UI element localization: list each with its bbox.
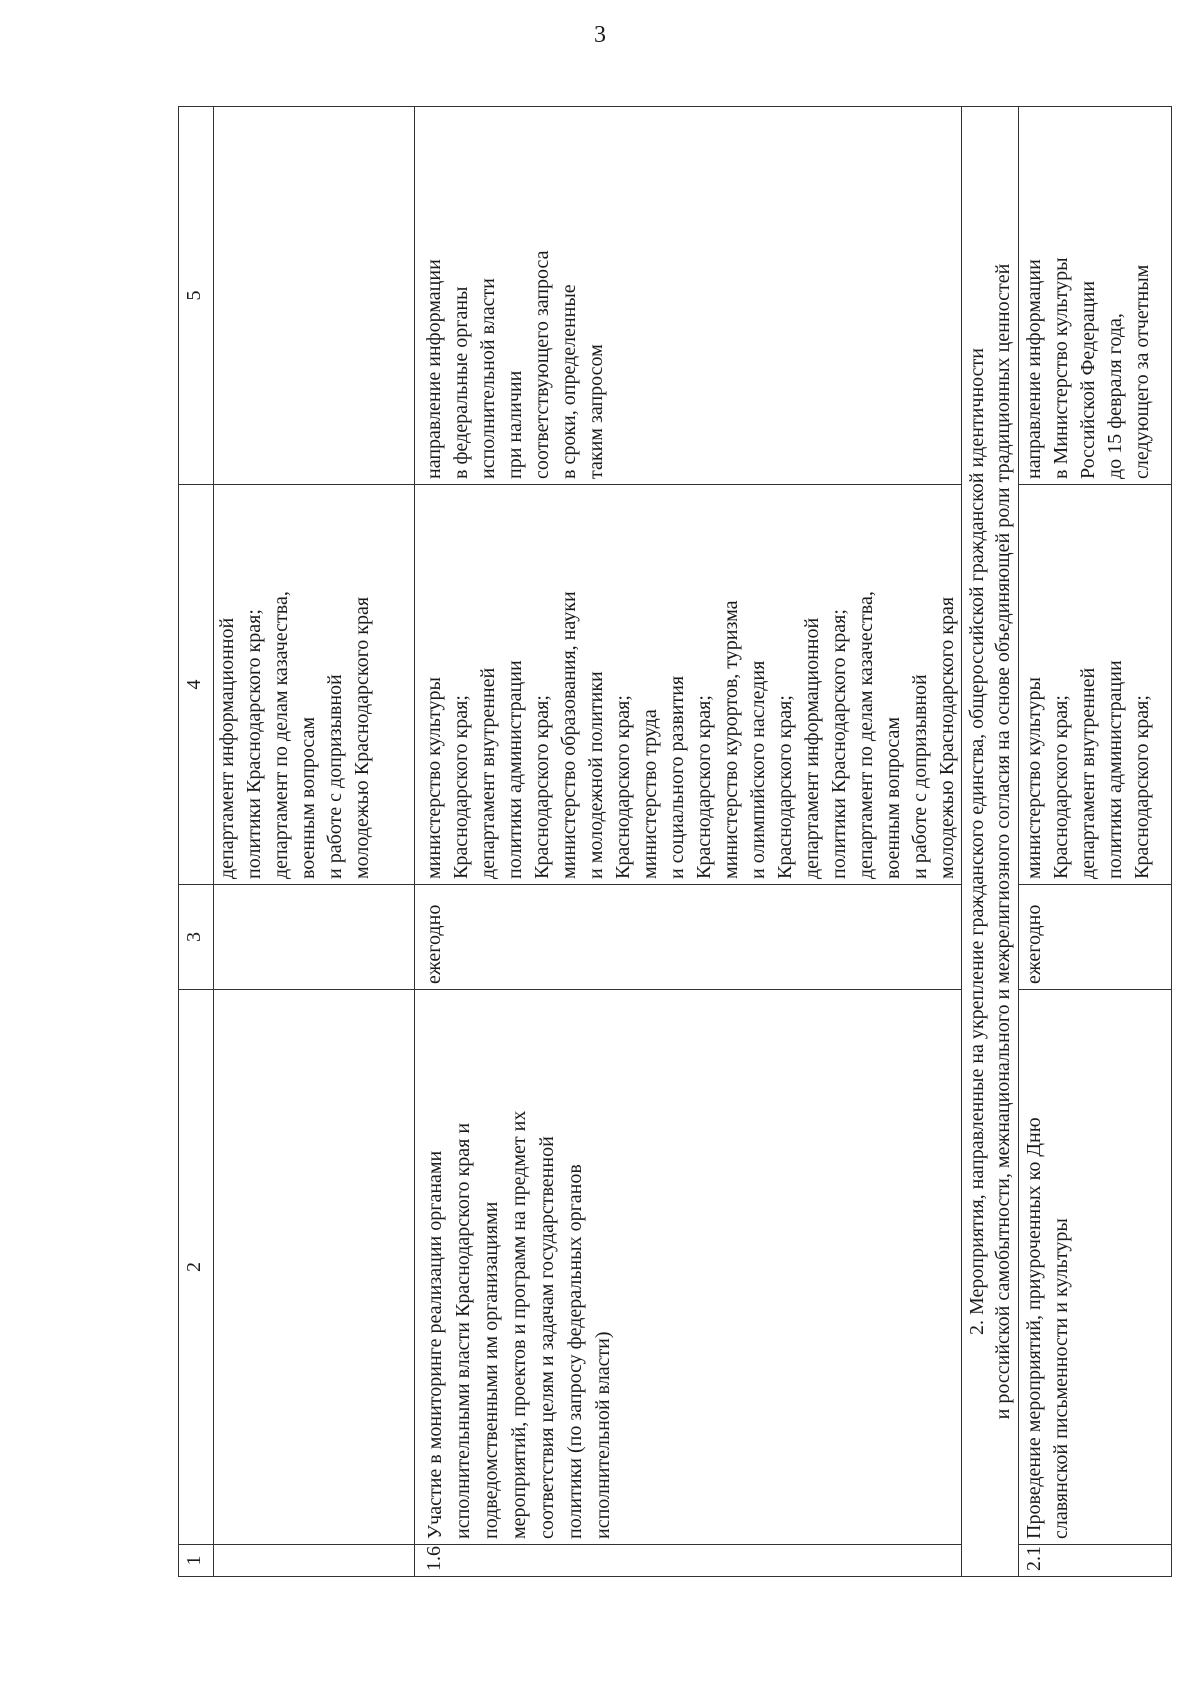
- text-line: следующего за отчетным: [1131, 264, 1153, 479]
- text-line: и работе с допризывной: [324, 674, 346, 879]
- text-line: направление информации: [423, 259, 445, 479]
- cell-period: [214, 885, 415, 990]
- text-line: соответствия целям и задачам государственной: [536, 1136, 558, 1539]
- section-2-line-2: и российской самобытности, межнационального и межрелигиозного согласия на основе объединяющей роли традиционных ценностей: [992, 263, 1014, 1420]
- text-line: министерство курортов, туризма: [720, 600, 742, 879]
- header-col-5: 5: [179, 107, 214, 485]
- section-2-title: [962, 107, 1019, 1577]
- result-lines: [1021, 112, 1156, 479]
- text-line: соответствующего запроса: [531, 250, 553, 479]
- plan-table: [178, 106, 1172, 1577]
- text-line: Участие в мониторинге реализации органами: [424, 1150, 446, 1539]
- text-line: славянской письменности и культуры: [1050, 1218, 1072, 1539]
- text-line: Краснодарского края;: [1131, 695, 1153, 879]
- section-header-row: [962, 107, 1019, 1577]
- text-line: исполнительной власти: [477, 278, 499, 479]
- header-col-4: 4: [179, 485, 214, 885]
- text-line: Краснодарского края;: [1050, 695, 1072, 879]
- text-line: молодежью Краснодарского края: [351, 596, 373, 879]
- page-number: 3: [594, 22, 606, 48]
- header-col-2: 2: [179, 990, 214, 1545]
- text-line: министерство труда: [639, 709, 661, 879]
- responsible-lines: [214, 490, 376, 879]
- cell-number: [214, 1545, 415, 1577]
- cell-responsible: [214, 485, 415, 885]
- text-line: при наличии: [504, 370, 526, 479]
- text-line: и социального развития: [666, 675, 688, 879]
- responsible-lines: [421, 490, 961, 879]
- cell-description: [1019, 990, 1172, 1545]
- section-2-line-1: 2. Мероприятия, направленные на укрепление гражданского единства, общероссийской гражданской идентичности: [966, 348, 988, 1335]
- text-line: направление информации: [1023, 259, 1045, 479]
- header-col-3: 3: [179, 885, 214, 990]
- text-line: департамент информационной: [216, 617, 238, 879]
- cell-result: [214, 107, 415, 485]
- responsible-lines: [1021, 490, 1156, 879]
- cell-result: [1019, 107, 1172, 485]
- table-row-continuation: [214, 107, 415, 1577]
- text-line: министерство культуры: [1023, 677, 1045, 879]
- description-lines: [421, 995, 617, 1539]
- cell-description: [415, 990, 962, 1545]
- cell-responsible: [1019, 485, 1172, 885]
- text-line: департамент по делам казачества,: [270, 591, 292, 879]
- text-line: Краснодарского края;: [612, 695, 634, 879]
- text-line: Краснодарского края;: [531, 695, 553, 879]
- text-line: департамент внутренней: [477, 667, 499, 879]
- text-line: и молодежной политики: [585, 671, 607, 879]
- text-line: политики Краснодарского края;: [243, 609, 265, 879]
- text-line: департамент по делам казачества,: [855, 591, 877, 879]
- text-line: таким запросом: [585, 344, 607, 479]
- text-line: исполнительной власти): [592, 1331, 614, 1539]
- text-line: мероприятий, проектов и программ на предмет их: [508, 1110, 530, 1539]
- text-line: министерство образования, науки: [558, 591, 580, 879]
- cell-number: 1.6: [415, 1545, 962, 1577]
- table-row-1-6: [415, 107, 962, 1577]
- text-line: политики администрации: [1104, 660, 1126, 879]
- text-line: политики администрации: [504, 660, 526, 879]
- cell-number: 2.1: [1019, 1545, 1172, 1577]
- text-line: политики Краснодарского края;: [828, 609, 850, 879]
- text-line: Российской Федерации: [1077, 280, 1099, 479]
- text-line: политики (по запросу федеральных органов: [564, 1164, 586, 1539]
- cell-responsible: [415, 485, 962, 885]
- rotated-table-container: [178, 107, 1153, 1577]
- text-line: Краснодарского края;: [693, 695, 715, 879]
- text-line: до 15 февраля года,: [1104, 313, 1126, 479]
- cell-period: ежегодно: [1019, 885, 1172, 990]
- text-line: военным вопросам: [882, 716, 904, 879]
- result-lines: [421, 112, 610, 479]
- cell-period: ежегодно: [415, 885, 962, 990]
- text-line: в федеральные органы: [450, 286, 472, 479]
- text-line: департамент внутренней: [1077, 667, 1099, 879]
- table-row-2-1: [1019, 107, 1172, 1577]
- text-line: исполнительными власти Краснодарского края и: [452, 1122, 474, 1539]
- header-col-1: 1: [179, 1545, 214, 1577]
- text-line: Краснодарского края;: [450, 695, 472, 879]
- cell-result: [415, 107, 962, 485]
- text-line: в сроки, определенные: [558, 284, 580, 479]
- text-line: и работе с допризывной: [909, 674, 931, 879]
- cell-description: [214, 990, 415, 1545]
- text-line: департамент информационной: [801, 617, 823, 879]
- text-line: военным вопросам: [297, 716, 319, 879]
- text-line: Проведение мероприятий, приуроченных ко Дню: [1023, 1117, 1045, 1539]
- text-line: Краснодарского края;: [774, 695, 796, 879]
- text-line: молодежью Краснодарского края: [936, 596, 958, 879]
- text-line: подведомственными им организациями: [480, 1201, 502, 1539]
- description-lines: [1021, 995, 1075, 1539]
- text-line: министерство культуры: [423, 677, 445, 879]
- text-line: в Министерство культуры: [1050, 257, 1072, 479]
- header-row: [179, 107, 214, 1577]
- text-line: и олимпийского наследия: [747, 660, 769, 879]
